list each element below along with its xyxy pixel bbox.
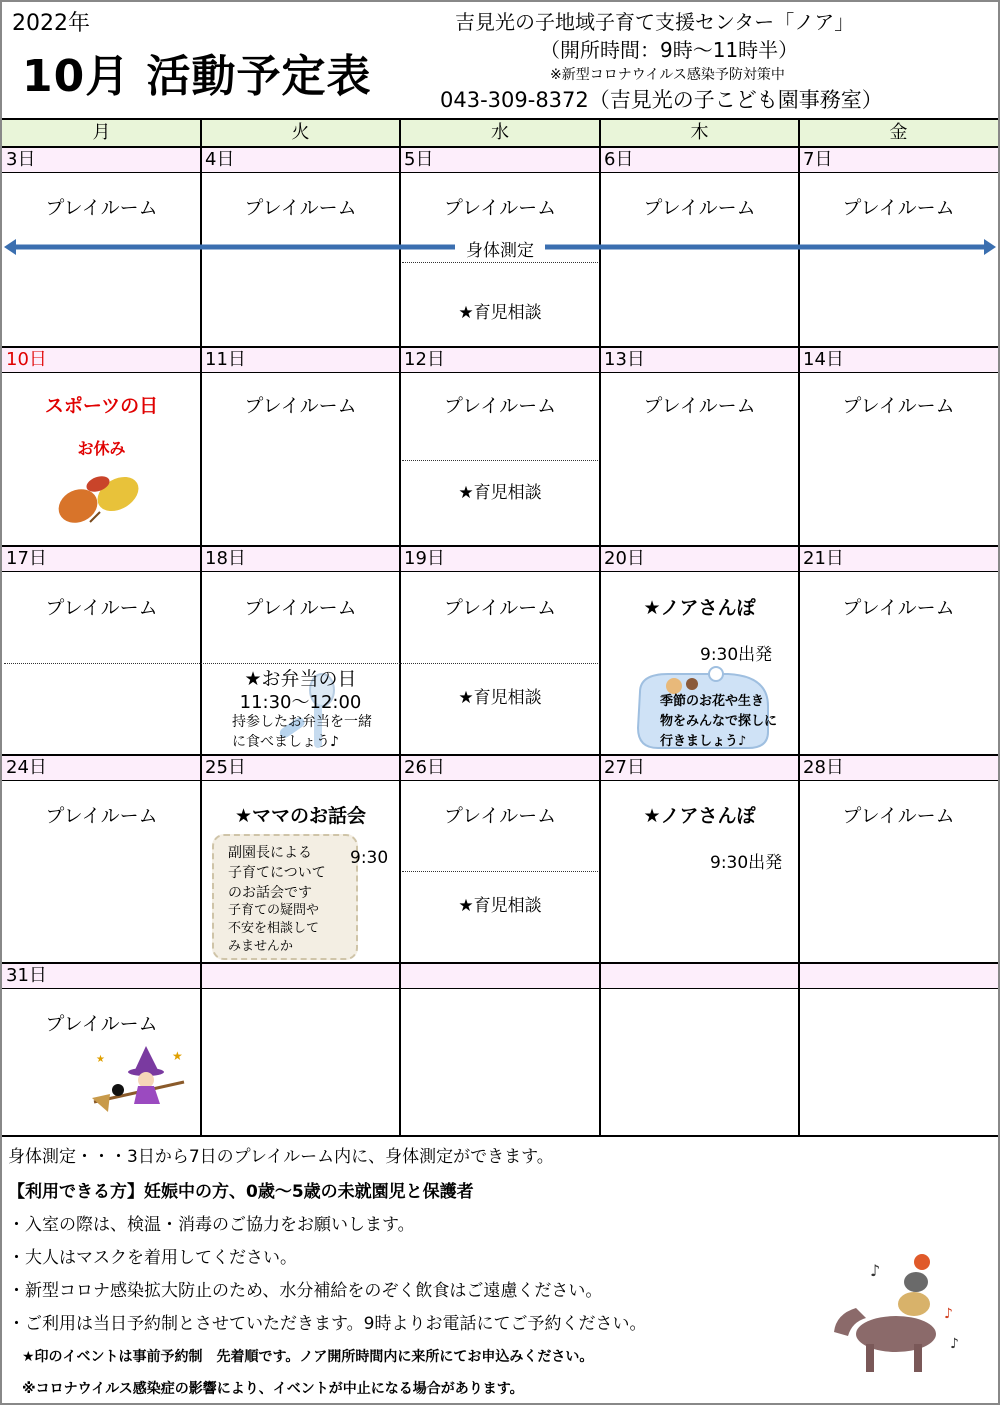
playroom-19: プレイルーム [443,597,557,619]
footer-note-star: ★印のイベントは事前予約制 先着順です。ノア開所時間内に来所にてお申込みください。 [22,1349,594,1365]
day-empty-4 [799,964,998,988]
consult-26: ★育児相談 [458,896,542,916]
weekday-wed: 水 [400,120,600,146]
consult-19: ★育児相談 [458,688,542,708]
grid-h5 [2,962,998,964]
divider-12 [402,460,598,461]
year-label: 2022年 [12,11,90,36]
day-13: 13日 [600,348,799,372]
depart-27: 9:30出発 [710,853,783,873]
grid-h1b [2,172,998,173]
consult-5: ★育児相談 [458,303,542,323]
day-20: 20日 [600,547,799,571]
day-empty-2 [400,964,600,988]
walk-desc-3: 行きましょう♪ [660,734,747,749]
footer-measure-note: 身体測定・・・3日から7日のプレイルーム内に、身体測定ができます。 [8,1147,554,1167]
day-26: 26日 [400,756,600,780]
weekday-mon: 月 [2,120,201,146]
walk-desc-2: 物をみんなで探しに [660,714,778,729]
grid-h1 [2,146,998,148]
playroom-3: プレイルーム [45,197,158,219]
day-17: 17日 [2,547,201,571]
grid-bottom [2,1135,998,1137]
autumn-leaves-icon [50,470,145,528]
weekday-thu: 木 [600,120,799,146]
footer-rule-3: ・新型コロナ感染拡大防止のため、水分補給をのぞく飲食はご遠慮ください。 [8,1281,603,1301]
mama-desc-2: 子育てについて [228,865,326,881]
grid-h3b [2,571,998,572]
playroom-6: プレイルーム [643,197,756,219]
bento-desc-1: 持参したお弁当を一緒 [232,714,372,730]
weekday-fri: 金 [799,120,998,146]
body-measure-label: 身体測定 [455,236,545,261]
footer-note-covid: ※コロナウイルス感染症の影響により、イベントが中止になる場合があります。 [22,1381,524,1397]
day-empty-3 [600,964,799,988]
svg-text:★: ★ [172,1049,183,1063]
day-18: 18日 [201,547,400,571]
footer-rule-4: ・ご利用は当日予約制とさせていただきます。9時よりお電話にてご予約ください。 [8,1314,647,1334]
playroom-14: プレイルーム [842,395,955,417]
playroom-5: プレイルーム [443,197,557,219]
day-7: 7日 [799,148,998,172]
grid-h2b [2,372,998,373]
footer-rule-2: ・大人はマスクを着用してください。 [8,1248,297,1268]
playroom-13: プレイルーム [643,395,756,417]
day-3: 3日 [2,148,201,172]
day-11: 11日 [201,348,400,372]
day-14: 14日 [799,348,998,372]
day-12: 12日 [400,348,600,372]
svg-text:♪: ♪ [870,1261,881,1280]
playroom-11: プレイルーム [244,395,357,417]
bento-desc-2: に食べましょう♪ [232,734,339,750]
mama-desc-4: 子育ての疑問や [228,903,320,918]
day-19: 19日 [400,547,600,571]
playroom-26: プレイルーム [443,805,557,827]
footer-eligible: 【利用できる方】妊娠中の方、0歳～5歳の未就園児と保護者 [8,1182,474,1202]
grid-v4 [798,118,800,1137]
svg-text:★: ★ [96,1054,105,1065]
noah-walk-20: ★ノアさんぽ [643,597,756,619]
playroom-4: プレイルーム [244,197,357,219]
mama-desc-1: 副園長による [228,845,312,861]
day-28: 28日 [799,756,998,780]
playroom-18: プレイルーム [244,597,357,619]
grid-top [2,118,998,120]
witch-icon [88,1042,188,1118]
playroom-17: プレイルーム [45,597,158,619]
divider-5 [402,262,598,263]
day-5: 5日 [400,148,600,172]
day-4: 4日 [201,148,400,172]
grid-h4 [2,754,998,756]
mama-time: 9:30 [350,848,389,868]
musicians-animals-icon [826,1248,966,1378]
day-24: 24日 [2,756,201,780]
grid-h4b [2,780,998,781]
svg-text:♪: ♪ [944,1306,953,1322]
mama-desc-6: みませんか [228,939,294,954]
opening-hours: （開所時間：9時～11時半） [540,38,799,62]
mama-desc-5: 不安を相談して [228,921,320,936]
consult-12: ★育児相談 [458,483,542,503]
grid-h2 [2,346,998,348]
svg-text:♪: ♪ [950,1336,959,1352]
day-25: 25日 [201,756,400,780]
day-10: 10日 [2,348,201,372]
bento-day: ★お弁当の日 [244,668,357,690]
grid-h5b [2,988,998,989]
playroom-31: プレイルーム [45,1013,158,1035]
playroom-28: プレイルーム [842,805,955,827]
divider-26 [402,871,598,872]
day-31: 31日 [2,964,201,988]
depart-20: 9:30出発 [700,645,773,665]
grid-v1 [200,118,202,1137]
playroom-21: プレイルーム [842,597,955,619]
mama-desc-3: のお話会です [228,885,312,901]
mama-talk: ★ママのお話会 [234,805,367,827]
grid-v3 [599,118,601,1137]
day-27: 27日 [600,756,799,780]
day-empty-1 [201,964,400,988]
footer-rule-1: ・入室の際は、検温・消毒のご協力をお願いします。 [8,1215,415,1235]
day-21: 21日 [799,547,998,571]
playroom-24: プレイルーム [45,805,158,827]
center-name: 吉見光の子地域子育て支援センター「ノア」 [455,10,855,34]
grid-h3 [2,545,998,547]
weekday-tue: 火 [201,120,400,146]
bento-time: 11:30～12:00 [239,692,362,713]
walk-desc-1: 季節のお花や生き [660,694,765,709]
noah-walk-27: ★ノアさんぽ [643,805,756,827]
phone-number: 043-309-8372（吉見光の子こども園事務室） [440,88,883,112]
playroom-7: プレイルーム [842,197,955,219]
day-6: 6日 [600,148,799,172]
holiday-label: お休み [77,439,126,458]
sports-day: スポーツの日 [44,395,159,417]
playroom-12: プレイルーム [443,395,557,417]
grid-v2 [399,118,401,1137]
covid-note: ※新型コロナウイルス感染予防対策中 [550,67,785,83]
page-title: 10月 活動予定表 [22,51,372,102]
